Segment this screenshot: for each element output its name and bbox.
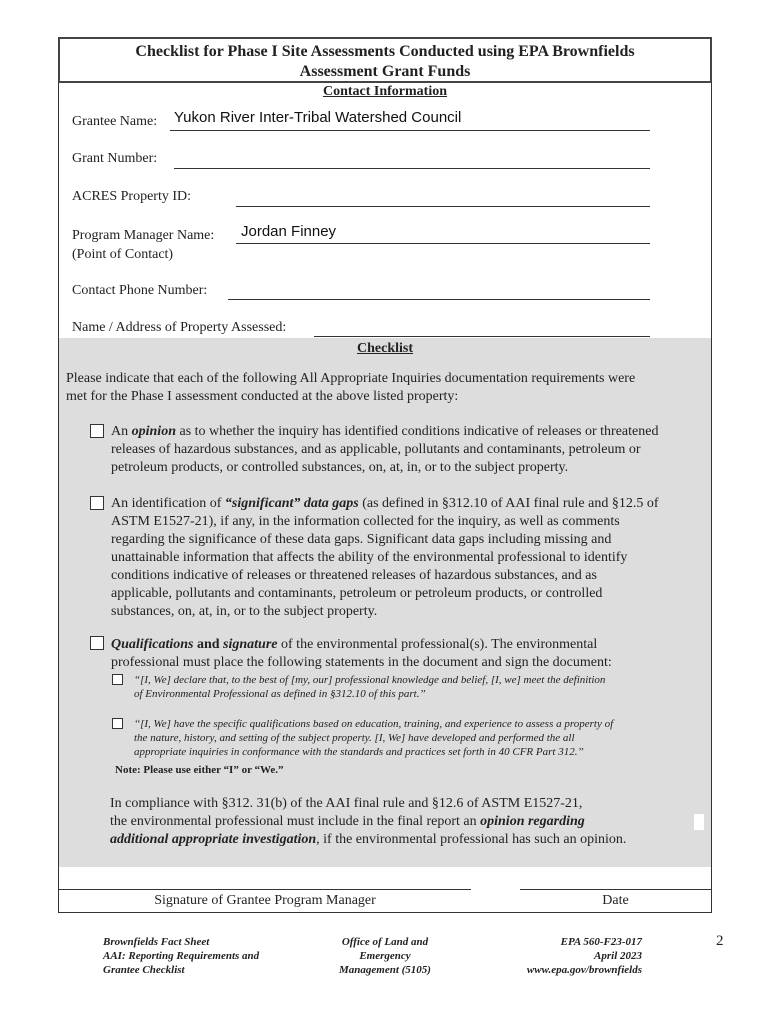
ep-declaration-line-1: “[I, We] declare that, to the best of [my, our] professional knowledge and belief, [I, we] meet the definition	[134, 674, 606, 686]
page-marker	[694, 814, 704, 830]
footer-col2-line-1: Office of Land and	[341, 936, 429, 948]
point-of-contact-label: (Point of Contact)	[72, 247, 174, 262]
intro-line-1: Please indicate that each of the following All Appropriate Inquiries documentation requirements were	[66, 371, 636, 386]
qualifications-line-2: professional must place the following statements in the document and sign the document:	[111, 655, 612, 670]
data-gaps-checkbox[interactable]	[90, 496, 104, 510]
acres-label: ACRES Property ID:	[72, 189, 191, 204]
intro-line-2: met for the Phase I assessment conducted at the above listed property:	[66, 389, 459, 404]
opinion-line-1: as to whether the inquiry has identified conditions indicative of releases or threatened	[175, 424, 659, 439]
compliance-line-2: the environmental professional must include in the final report an	[110, 814, 481, 829]
grantee-label: Grantee Name:	[72, 114, 158, 129]
compliance-line-1: In compliance with §312. 31(b) of the AAI final rule and §12.6 of ASTM E1527-21,	[110, 796, 583, 811]
data-gaps-pre: An identification of	[111, 496, 225, 511]
footer-website-link[interactable]: www.epa.gov/brownfields	[526, 964, 642, 976]
compliance-line-3: , if the environmental professional has such an opinion.	[316, 832, 627, 847]
program-manager-label: Program Manager Name:	[72, 228, 215, 243]
title-line-2: Assessment Grant Funds	[299, 63, 471, 80]
footer-col1-line-1: Brownfields Fact Sheet	[103, 936, 210, 948]
opinion-item	[111, 423, 658, 477]
qualifications-line-1: of the environmental professional(s). The environmental	[277, 637, 598, 652]
qualifications-statement	[134, 717, 613, 759]
date-label: Date	[602, 893, 629, 908]
qualifications-statement-line-1: ‘‘[I, We] have the specific qualifications based on education, training, and experience to assess a property of	[134, 718, 614, 730]
data-gaps-line-2: ASTM E1527-21), if any, in the information collected for the inquiry, as well as comments	[111, 514, 620, 529]
compliance-emphasis-2: additional appropriate investigation	[110, 832, 317, 847]
compliance-paragraph	[110, 795, 626, 849]
property-address-label: Name / Address of Property Assessed:	[72, 320, 287, 335]
qualifications-checkbox[interactable]	[90, 636, 104, 650]
page-number: 2	[716, 933, 724, 949]
footer-col1-line-2: AAI: Reporting Requirements and	[103, 950, 260, 962]
program-manager-field[interactable]: Jordan Finney	[241, 223, 337, 240]
opinion-emphasis: opinion	[131, 424, 176, 439]
opinion-pre: An	[111, 424, 132, 439]
data-gaps-line-4: unattainable information that affects the ability of the environmental professional to identify	[111, 550, 628, 565]
grant-number-label: Grant Number:	[72, 151, 158, 166]
ep-declaration-checkbox[interactable]	[112, 674, 123, 685]
footer-col1-line-3: Grantee Checklist	[103, 964, 185, 976]
checklist-heading: Checklist	[357, 341, 413, 356]
date-line	[520, 889, 711, 890]
grant-number-underline	[174, 168, 650, 169]
checklist-intro	[66, 370, 635, 406]
footer-col2-line-2: Emergency	[359, 950, 411, 962]
signature-emphasis: signature	[223, 637, 278, 652]
footer-epa-number	[500, 935, 642, 977]
opinion-checkbox[interactable]	[90, 424, 104, 438]
qualifications-item	[111, 636, 612, 672]
data-gaps-line-7: substances, on, at, in, or to the subject property.	[111, 604, 378, 619]
program-manager-underline	[236, 243, 650, 244]
data-gaps-line-3: regarding the significance of these data gaps. Significant data gaps including missing and	[111, 532, 612, 547]
footer-col3-line-1: EPA 560-F23-017	[560, 936, 642, 948]
ep-declaration-line-2: of Environmental Professional as defined in §312.10 of this part.’’	[134, 688, 426, 700]
qualifications-and: and	[193, 637, 224, 652]
note-text: Note: Please use either “I” or “We.”	[115, 764, 284, 776]
qualifications-statement-line-3: appropriate inquiries in conformance with the standards and practices set forth in 40 CFR Part 312.’’	[134, 746, 584, 758]
footer-fact-sheet	[103, 935, 259, 977]
property-address-underline	[314, 336, 650, 337]
signature-label: Signature of Grantee Program Manager	[154, 893, 376, 908]
title-line-1: Checklist for Phase I Site Assessments Conducted using EPA Brownfields	[135, 43, 635, 60]
footer-col2-line-3: Management (5105)	[339, 964, 431, 976]
data-gaps-item	[111, 495, 658, 621]
form-title	[58, 37, 712, 83]
signature-line	[59, 889, 471, 890]
grantee-field[interactable]: Yukon River Inter-Tribal Watershed Council	[174, 109, 462, 126]
data-gaps-emphasis: “significant” data gaps	[224, 496, 359, 511]
phone-label: Contact Phone Number:	[72, 283, 208, 298]
qualifications-statement-line-2: the nature, history, and setting of the subject property. [I, We] have developed and performed the all	[134, 732, 575, 744]
opinion-line-3: petroleum products, or controlled substances, on, at, in, or to the subject property.	[111, 460, 569, 475]
ep-declaration-statement	[134, 673, 605, 701]
qualifications-emphasis: Qualifications	[111, 637, 194, 652]
acres-underline	[236, 206, 650, 207]
contact-heading: Contact Information	[322, 84, 448, 99]
data-gaps-line-6: applicable, pollutants and contaminants, petroleum or petroleum products, or controlled	[111, 586, 603, 601]
footer-col3-line-2: April 2023	[594, 950, 642, 962]
phone-underline	[228, 299, 650, 300]
grantee-underline	[170, 130, 650, 131]
opinion-line-2: releases of hazardous substances, and as applicable, pollutants and contaminants, petroleum or	[111, 442, 641, 457]
compliance-emphasis-1: opinion regarding	[480, 814, 585, 829]
data-gaps-line-5: conditions indicative of releases or threatened releases of hazardous substances, and as	[111, 568, 597, 583]
qualifications-statement-checkbox[interactable]	[112, 718, 123, 729]
footer-office	[330, 935, 440, 977]
data-gaps-line-1: (as defined in §312.10 of AAI final rule and §12.5 of	[358, 496, 659, 511]
